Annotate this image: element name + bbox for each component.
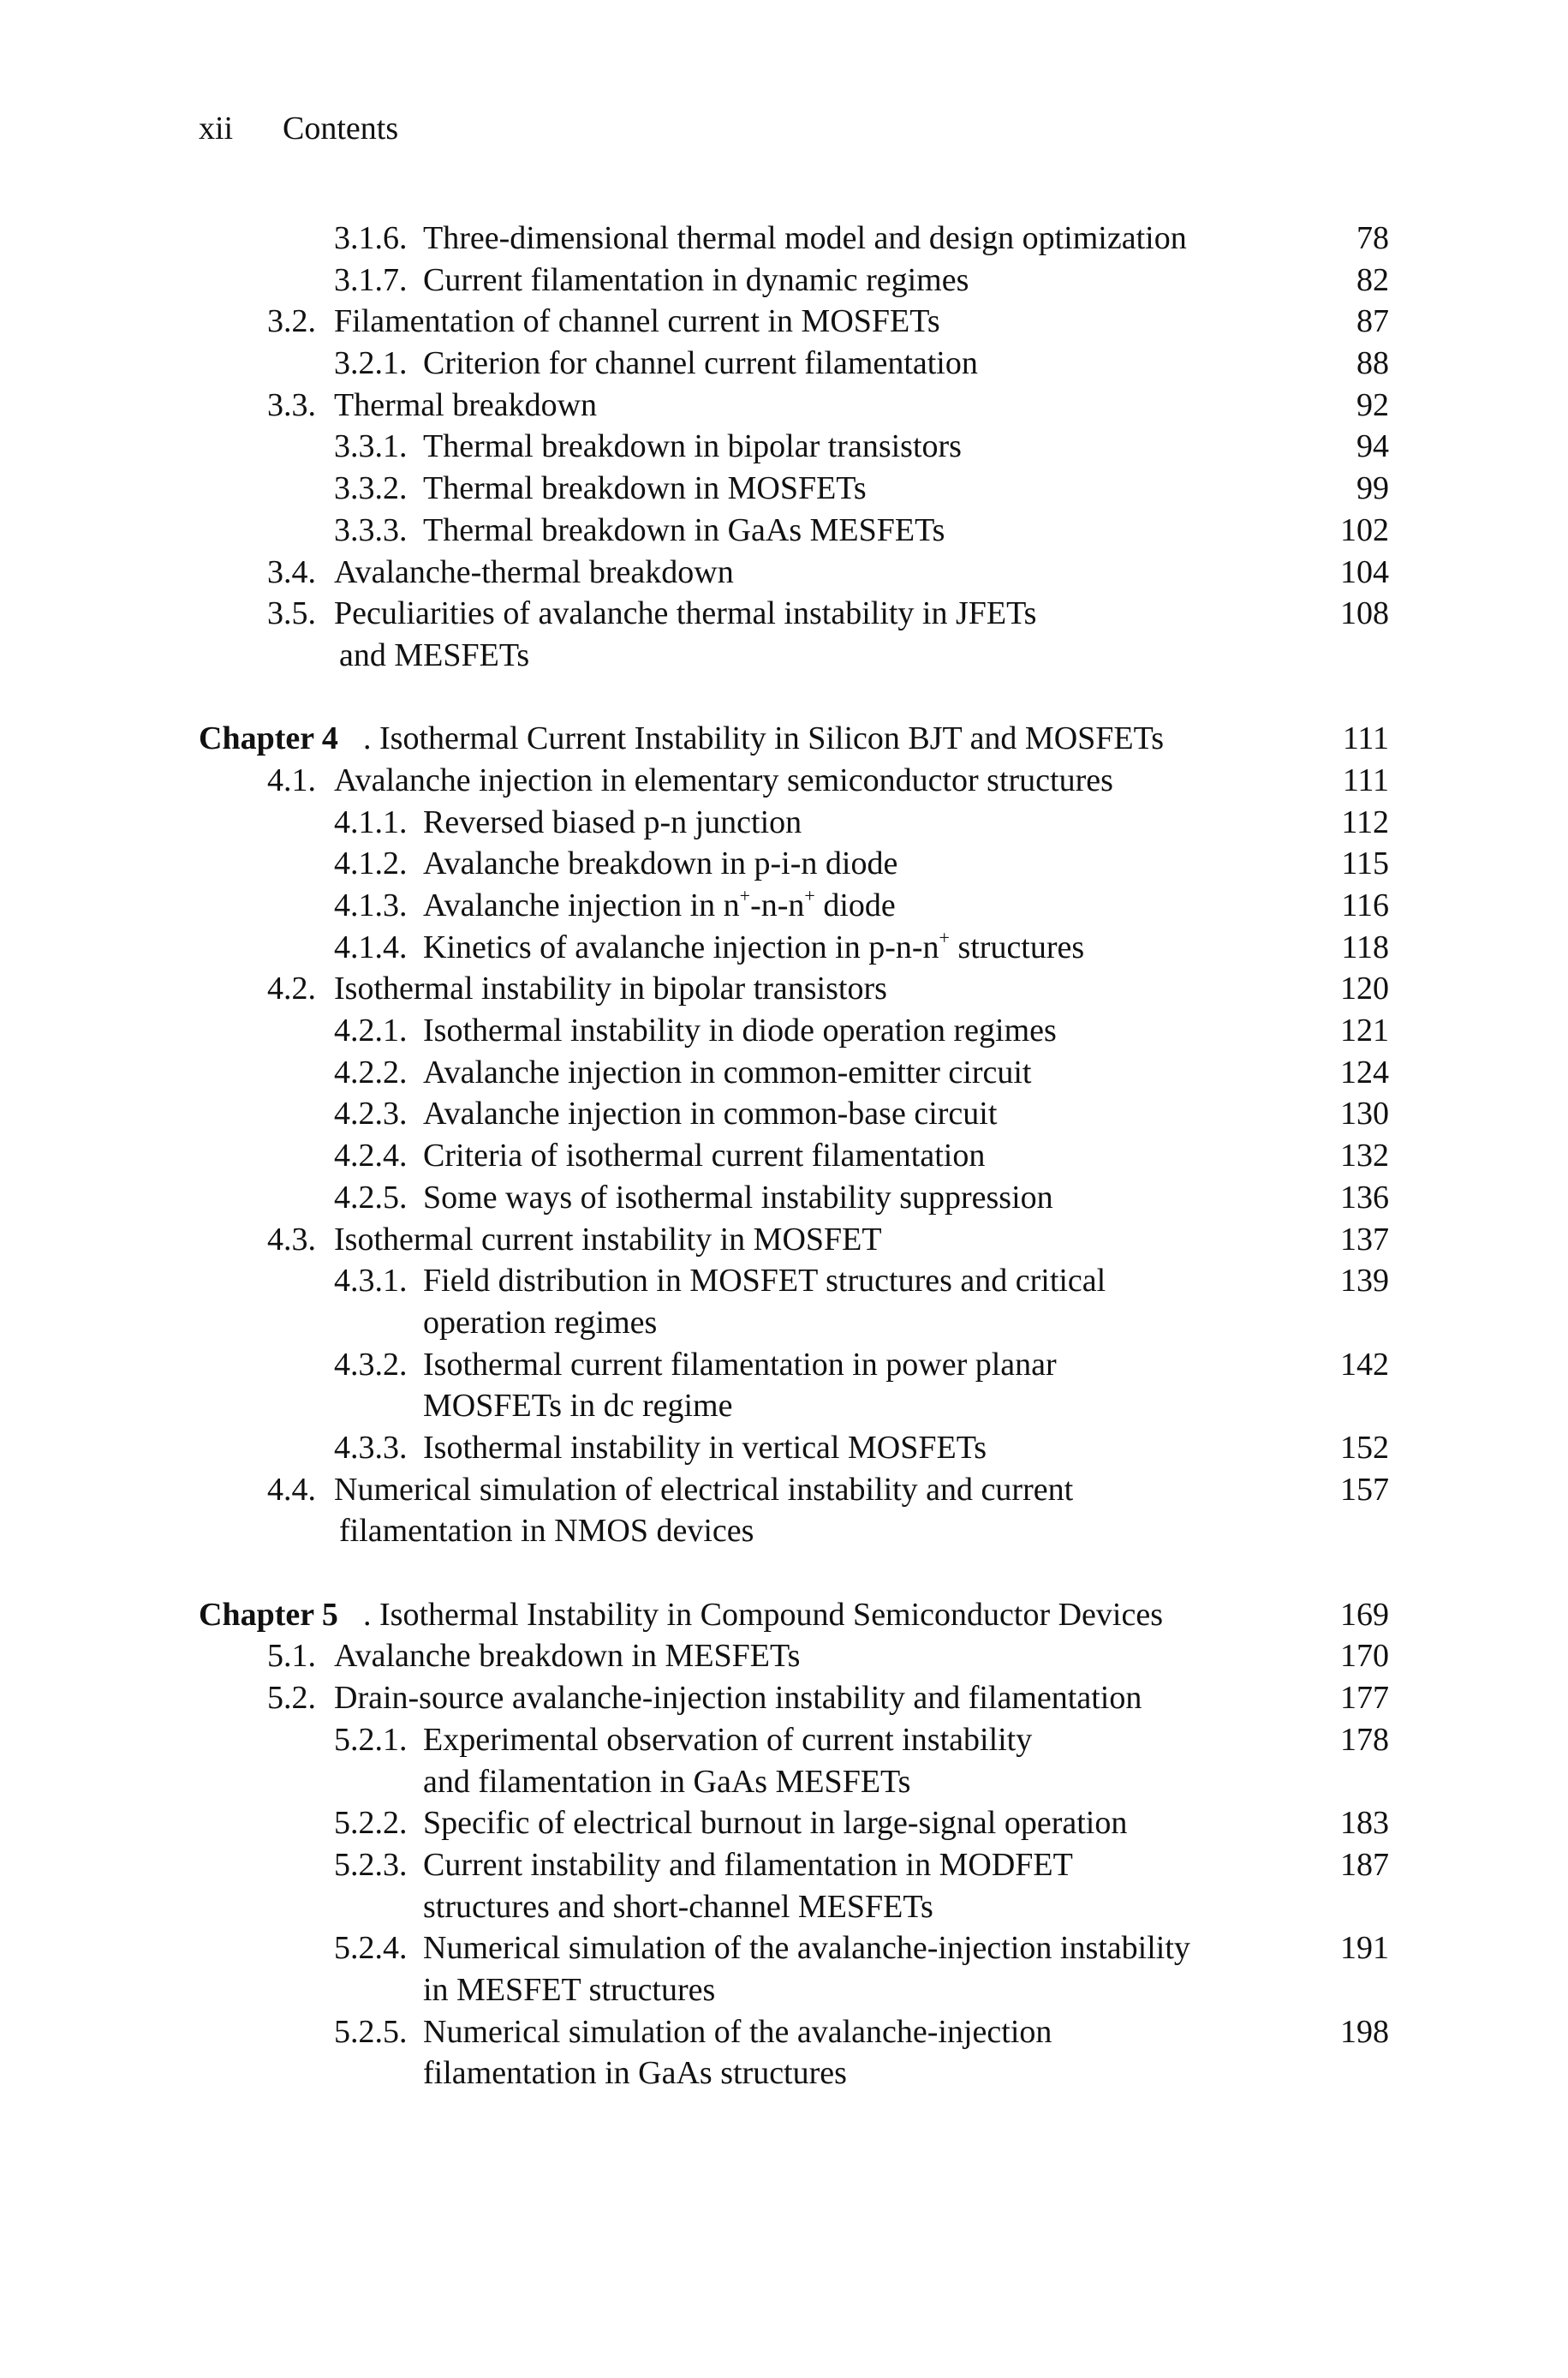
toc-entry-page: 112 [1341, 804, 1389, 840]
toc-entry-5-2[interactable] [199, 1677, 1389, 1719]
toc-entry-title-line1: Numerical simulation of electrical instability and current [334, 1471, 1074, 1508]
toc-chapter-5[interactable] [199, 1594, 1389, 1636]
toc-entry-title: Filamentation of channel current in MOSFETs [334, 303, 940, 340]
toc-entry-number: 3.1.7. [334, 261, 408, 298]
toc-entry-title [423, 1844, 1073, 1927]
toc-entry-title-line1: Current instability and filamentation in MODFET [423, 1846, 1073, 1883]
toc-entry-number: 4.4. [267, 1471, 316, 1508]
toc-entry-number: 3.4. [267, 553, 316, 590]
toc-entry-page: 116 [1341, 887, 1389, 924]
toc-entry-page: 137 [1340, 1221, 1389, 1258]
toc-entry-3-3-2[interactable] [199, 468, 1389, 510]
toc-entry-title: Isothermal instability in vertical MOSFETs [423, 1429, 987, 1466]
toc-entry-page: 104 [1340, 553, 1389, 590]
toc-entry-3-3-1[interactable] [199, 426, 1389, 468]
toc-entry-4-4[interactable] [199, 1469, 1389, 1552]
toc-entry-title: Isothermal instability in bipolar transistors [334, 971, 887, 1007]
toc-entry-number: 4.1.2. [334, 845, 408, 882]
toc-entry-number: 5.2.4. [334, 1930, 408, 1967]
toc-entry-5-2-2[interactable] [199, 1802, 1389, 1844]
toc-entry-title-line2: and MESFETs [339, 636, 530, 673]
toc-entry-page: 78 [1356, 220, 1389, 256]
toc-entry-5-2-5[interactable] [199, 2011, 1389, 2094]
toc-entry-3-3[interactable] [199, 385, 1389, 427]
toc-entry-title: Thermal breakdown in bipolar transistors [423, 428, 962, 465]
toc-entry-title: Reversed biased p-n junction [423, 804, 802, 840]
toc-entry-page: 120 [1340, 971, 1389, 1007]
toc-entry-title: Avalanche injection in elementary semiconductor structures [334, 762, 1113, 798]
toc-entry-title [423, 885, 896, 927]
toc-entry-page: 187 [1340, 1846, 1389, 1883]
toc-entry-title-line2: in MESFET structures [423, 1971, 716, 2008]
toc-entry-4-3-1[interactable] [199, 1260, 1389, 1343]
title-part: Avalanche injection in n [423, 887, 740, 924]
toc-entry-number: 4.2.4. [334, 1138, 408, 1174]
toc-entry-title-line1: Numerical simulation of the avalanche-injection [423, 2013, 1052, 2050]
toc-entry-title [423, 2011, 1052, 2094]
toc-entry-page: 108 [1340, 595, 1389, 632]
title-part: Kinetics of avalanche injection in p-n-n [423, 929, 939, 965]
toc-entry-title [334, 1469, 1073, 1552]
toc-entry-title: Specific of electrical burnout in large-signal operation [423, 1805, 1128, 1842]
chapter-title: . Isothermal Instability in Compound Semiconductor Devices [363, 1596, 1164, 1633]
toc-entry-3-2[interactable] [199, 301, 1389, 343]
toc-entry-page: 92 [1356, 386, 1389, 423]
superscript: + [804, 885, 815, 907]
toc-entry-number: 4.2.1. [334, 1013, 408, 1049]
toc-entry-3-1-7[interactable] [199, 260, 1389, 302]
toc-entry-3-2-1[interactable] [199, 343, 1389, 385]
toc-entry-title-line2: filamentation in NMOS devices [339, 1513, 754, 1550]
toc-entry-title-line2: structures and short-channel MESFETs [423, 1888, 933, 1925]
toc-entry-page: 132 [1340, 1138, 1389, 1174]
toc-entry-number: 4.1.4. [334, 929, 408, 965]
superscript: + [739, 885, 751, 907]
toc-entry-number: 4.2.5. [334, 1179, 408, 1216]
toc-entry-title: Avalanche-thermal breakdown [334, 553, 734, 590]
toc-entry-page: 142 [1340, 1346, 1389, 1383]
chapter-label: Chapter 4 [199, 720, 338, 757]
toc-entry-4-3-2[interactable] [199, 1344, 1389, 1427]
toc-entry-title [423, 1260, 1106, 1343]
toc-entry-5-2-3[interactable] [199, 1844, 1389, 1927]
toc-entry-title: Criterion for channel current filamentation [423, 345, 978, 382]
toc-entry-title [334, 593, 1036, 676]
toc-entry-4-2[interactable] [199, 968, 1389, 1010]
toc-entry-4-2-4[interactable] [199, 1135, 1389, 1177]
toc-entry-page: 191 [1340, 1930, 1389, 1967]
toc-entry-title [423, 1927, 1190, 2011]
toc-entry-page: 118 [1341, 929, 1389, 965]
toc-entry-number: 3.3.2. [334, 470, 408, 507]
toc-entry-number: 3.3.1. [334, 428, 408, 465]
toc-entry-page: 169 [1340, 1596, 1389, 1633]
toc-entry-title-line1: Experimental observation of current instability [423, 1721, 1033, 1758]
toc-entry-page: 111 [1342, 720, 1389, 757]
toc-entry-page: 87 [1356, 303, 1389, 340]
toc-entry-4-1-1[interactable] [199, 802, 1389, 844]
toc-entry-number: 5.2.1. [334, 1721, 408, 1758]
toc-entry-4-1[interactable] [199, 760, 1389, 802]
toc-entry-title-line2: operation regimes [423, 1304, 658, 1341]
toc-entry-page: 130 [1340, 1096, 1389, 1132]
toc-entry-3-5[interactable] [199, 593, 1389, 676]
toc-entry-number: 4.3.2. [334, 1346, 408, 1383]
toc-entry-number: 5.2.3. [334, 1846, 408, 1883]
toc-entry-title: Isothermal current instability in MOSFET [334, 1221, 882, 1258]
toc-entry-number: 4.3.1. [334, 1263, 408, 1300]
toc-entry-page: 152 [1340, 1429, 1389, 1466]
toc-entry-number: 4.1.3. [334, 887, 408, 924]
toc-entry-title: Thermal breakdown [334, 386, 598, 423]
running-title: Contents [283, 111, 399, 146]
toc-entry-4-2-2[interactable] [199, 1052, 1389, 1094]
toc-entry-title [423, 1719, 1032, 1802]
page-number: xii [199, 111, 234, 146]
toc-entry-number: 3.1.6. [334, 220, 408, 256]
toc-entry-page: 183 [1340, 1805, 1389, 1842]
chapter-title: . Isothermal Current Instability in Silicon BJT and MOSFETs [363, 720, 1164, 757]
title-part: -n-n [750, 887, 805, 924]
title-part: diode [814, 887, 896, 924]
toc-entry-number: 5.2. [267, 1680, 316, 1717]
toc-entry-title: Avalanche injection in common-base circuit [423, 1096, 998, 1132]
toc-entry-title-line1: Isothermal current filamentation in power planar [423, 1346, 1057, 1383]
toc-entry-number: 5.2.2. [334, 1805, 408, 1842]
toc-entry-title-line1: Numerical simulation of the avalanche-injection instability [423, 1930, 1190, 1967]
toc-entry-3-3-3[interactable] [199, 510, 1389, 552]
toc-entry-4-1-3[interactable] [199, 885, 1389, 927]
toc-entry-page: 170 [1340, 1638, 1389, 1675]
toc-entry-page: 136 [1340, 1179, 1389, 1216]
toc-entry-page: 115 [1341, 845, 1389, 882]
toc-entry-title-line1: Field distribution in MOSFET structures and critical [423, 1263, 1106, 1300]
toc-entry-4-1-4[interactable] [199, 927, 1389, 969]
toc-entry-page: 88 [1356, 345, 1389, 382]
toc-entry-4-3[interactable] [199, 1219, 1389, 1261]
toc-entry-number: 3.2.1. [334, 345, 408, 382]
toc-entry-number: 5.2.5. [334, 2013, 408, 2050]
table-of-contents [199, 218, 1389, 2094]
toc-entry-number: 3.3. [267, 386, 316, 423]
toc-entry-5-2-4[interactable] [199, 1927, 1389, 2011]
toc-entry-3-4[interactable] [199, 552, 1389, 594]
toc-entry-number: 4.1.1. [334, 804, 408, 840]
toc-entry-number: 4.3.3. [334, 1429, 408, 1466]
toc-entry-title: Thermal breakdown in GaAs MESFETs [423, 511, 945, 548]
toc-entry-title [423, 927, 1084, 969]
toc-entry-title: Avalanche injection in common-emitter circuit [423, 1054, 1032, 1090]
toc-entry-5-2-1[interactable] [199, 1719, 1389, 1802]
toc-entry-title: Thermal breakdown in MOSFETs [423, 470, 867, 507]
toc-entry-number: 3.3.3. [334, 511, 408, 548]
toc-entry-number: 4.3. [267, 1221, 316, 1258]
toc-entry-number: 5.1. [267, 1638, 316, 1675]
toc-entry-title: Avalanche breakdown in MESFETs [334, 1638, 801, 1675]
toc-entry-page: 94 [1356, 428, 1389, 465]
toc-entry-4-1-2[interactable] [199, 843, 1389, 885]
toc-entry-page: 121 [1340, 1013, 1389, 1049]
toc-entry-page: 124 [1340, 1054, 1389, 1090]
toc-entry-title [423, 1344, 1057, 1427]
toc-entry-title-line2: and filamentation in GaAs MESFETs [423, 1763, 911, 1800]
toc-entry-5-1[interactable] [199, 1635, 1389, 1677]
toc-entry-4-2-5[interactable] [199, 1177, 1389, 1219]
toc-entry-page: 157 [1340, 1471, 1389, 1508]
toc-entry-page: 178 [1340, 1721, 1389, 1758]
toc-entry-title: Avalanche breakdown in p-i-n diode [423, 845, 898, 882]
chapter-label: Chapter 5 [199, 1596, 338, 1633]
toc-entry-title: Some ways of isothermal instability suppression [423, 1179, 1053, 1216]
toc-entry-title-line2: MOSFETs in dc regime [423, 1388, 733, 1425]
toc-entry-number: 3.2. [267, 303, 316, 340]
toc-entry-title: Drain-source avalanche-injection instability and filamentation [334, 1680, 1142, 1717]
toc-entry-page: 99 [1356, 470, 1389, 507]
toc-entry-4-3-3[interactable] [199, 1427, 1389, 1469]
toc-entry-title: Criteria of isothermal current filamentation [423, 1138, 986, 1174]
running-header [199, 110, 398, 147]
toc-entry-page: 177 [1340, 1680, 1389, 1717]
superscript: + [939, 926, 950, 948]
toc-chapter-4[interactable] [199, 718, 1389, 760]
toc-entry-number: 4.2.3. [334, 1096, 408, 1132]
toc-entry-page: 111 [1342, 762, 1389, 798]
toc-entry-3-1-6[interactable] [199, 218, 1389, 260]
toc-entry-page: 102 [1340, 511, 1389, 548]
toc-entry-title-line1: Peculiarities of avalanche thermal instability in JFETs [334, 595, 1037, 632]
toc-entry-title: Current filamentation in dynamic regimes [423, 261, 969, 298]
toc-entry-title: Isothermal instability in diode operation regimes [423, 1013, 1057, 1049]
toc-entry-title: Three-dimensional thermal model and design optimization [423, 220, 1187, 256]
toc-entry-number: 4.2.2. [334, 1054, 408, 1090]
toc-entry-4-2-1[interactable] [199, 1010, 1389, 1052]
toc-entry-title-line2: filamentation in GaAs structures [423, 2055, 847, 2092]
toc-entry-page: 82 [1356, 261, 1389, 298]
title-part: structures [949, 929, 1085, 965]
toc-entry-page: 139 [1340, 1263, 1389, 1300]
toc-entry-number: 4.1. [267, 762, 316, 798]
toc-entry-page: 198 [1340, 2013, 1389, 2050]
toc-entry-4-2-3[interactable] [199, 1093, 1389, 1135]
toc-entry-number: 3.5. [267, 595, 316, 632]
toc-entry-number: 4.2. [267, 971, 316, 1007]
